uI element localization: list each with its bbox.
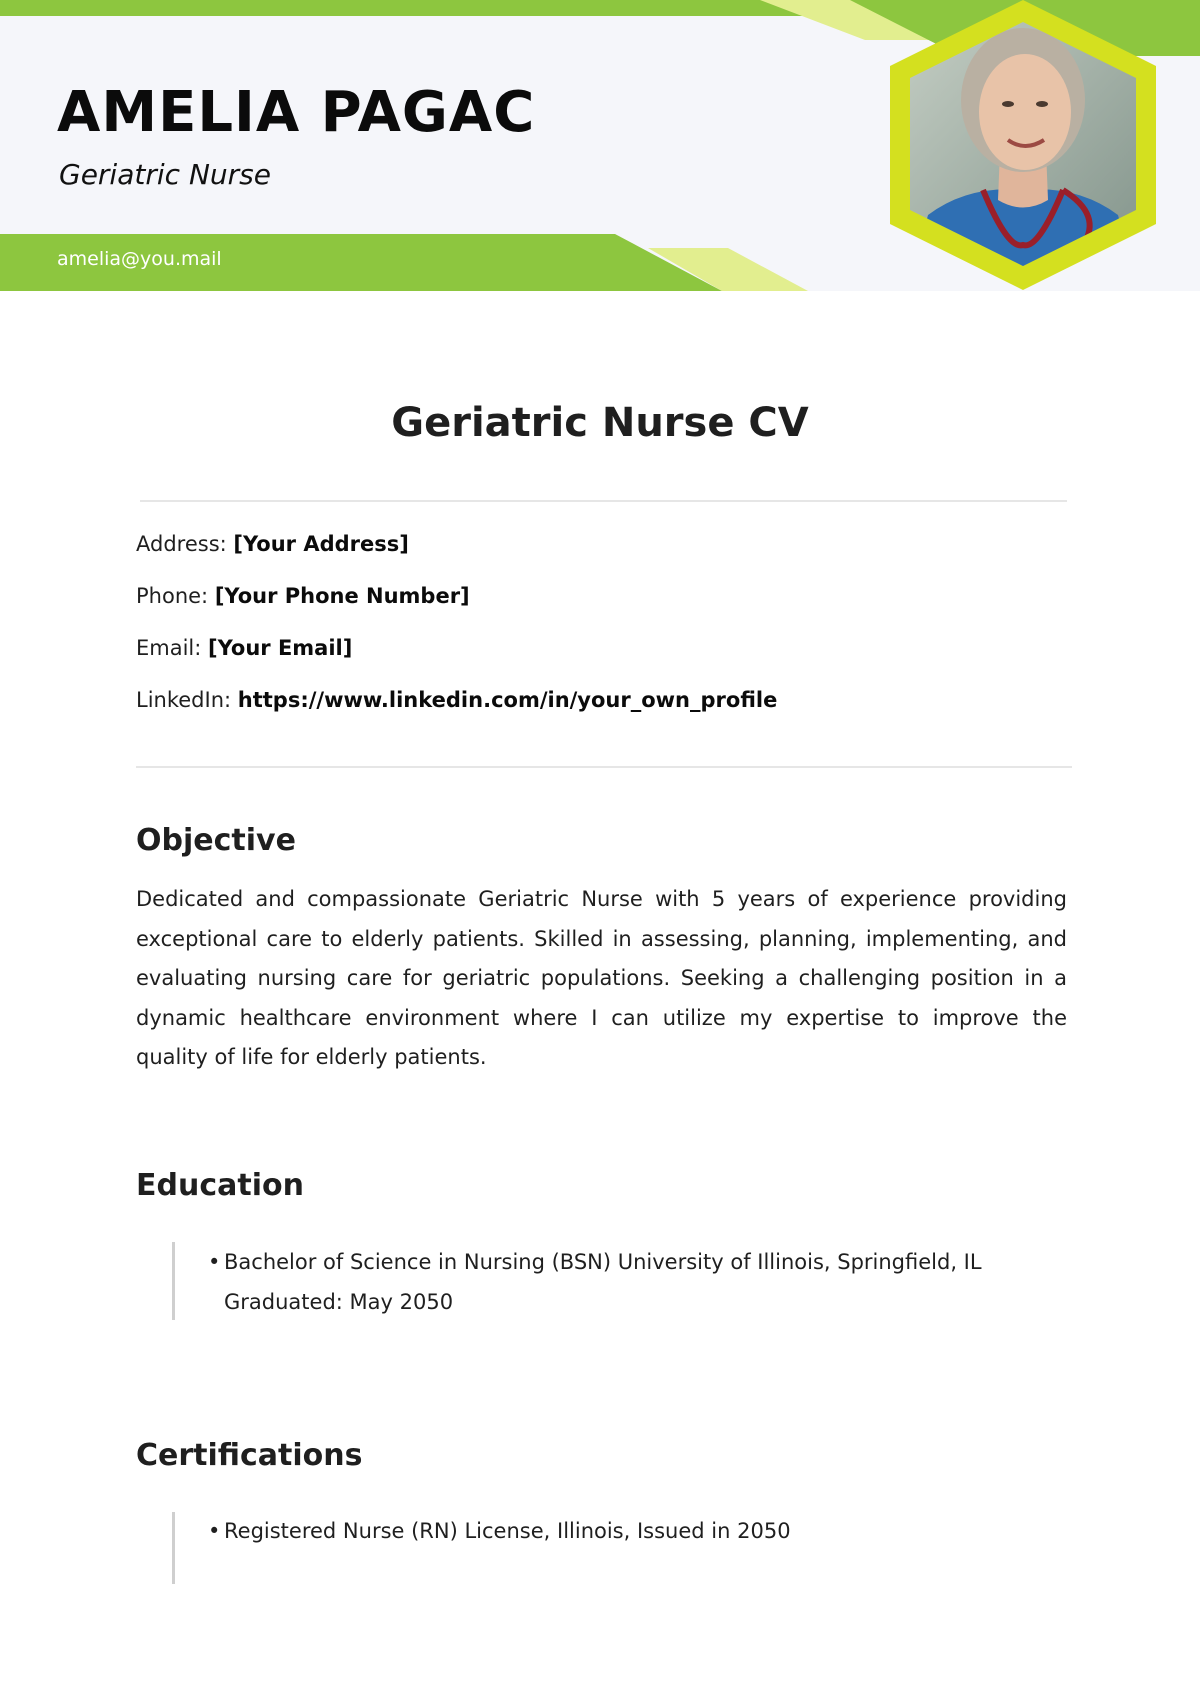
certifications-quote-bar (172, 1512, 175, 1584)
linkedin-link[interactable]: https://www.linkedin.com/in/your_own_profile (237, 688, 778, 712)
header-banner (0, 0, 1200, 291)
candidate-name: AMELIA PAGAC (57, 80, 536, 145)
objective-heading: Objective (136, 823, 296, 858)
contact-label: Phone: (136, 584, 209, 608)
contact-phone (136, 584, 470, 608)
contact-value: [Your Address] (233, 532, 409, 556)
header-email: amelia@you.mail (57, 248, 222, 270)
certification-text: Registered Nurse (RN) License, Illinois, Issued in 2050 (224, 1519, 791, 1543)
bullet-icon: • (208, 1519, 221, 1543)
education-item (208, 1243, 1078, 1322)
portrait-photo-icon (888, 0, 1158, 291)
bullet-icon: • (208, 1250, 221, 1274)
objective-text: Dedicated and compassionate Geriatric Nurse with 5 years of experience providing exceptional care to elderly patients. Skilled in assessing, planning, implementing, and evaluating nursing care for geriatric populations. Seeking a challenging position in a dynamic healthcare environment where I can utilize my expertise to improve the quality of life for elderly patients. (136, 887, 1067, 1069)
contact-label: Email: (136, 636, 202, 660)
certifications-heading: Certifications (136, 1438, 363, 1473)
contact-address (136, 532, 409, 556)
candidate-role: Geriatric Nurse (59, 158, 271, 191)
contact-value: [Your Email] (208, 636, 353, 660)
education-quote-bar (172, 1242, 175, 1320)
contact-value: [Your Phone Number] (214, 584, 470, 608)
divider (136, 766, 1072, 768)
certification-item (208, 1512, 1078, 1552)
education-degree: Bachelor of Science in Nursing (BSN) University of Illinois, Springfield, IL (224, 1250, 982, 1274)
contact-email (136, 636, 352, 660)
contact-linkedin (136, 688, 777, 712)
contact-label: LinkedIn: (136, 688, 232, 712)
education-graduation: Graduated: May 2050 (224, 1289, 454, 1314)
divider (140, 500, 1067, 502)
education-heading: Education (136, 1168, 304, 1203)
document-title: Geriatric Nurse CV (391, 400, 809, 446)
contact-label: Address: (136, 532, 227, 556)
